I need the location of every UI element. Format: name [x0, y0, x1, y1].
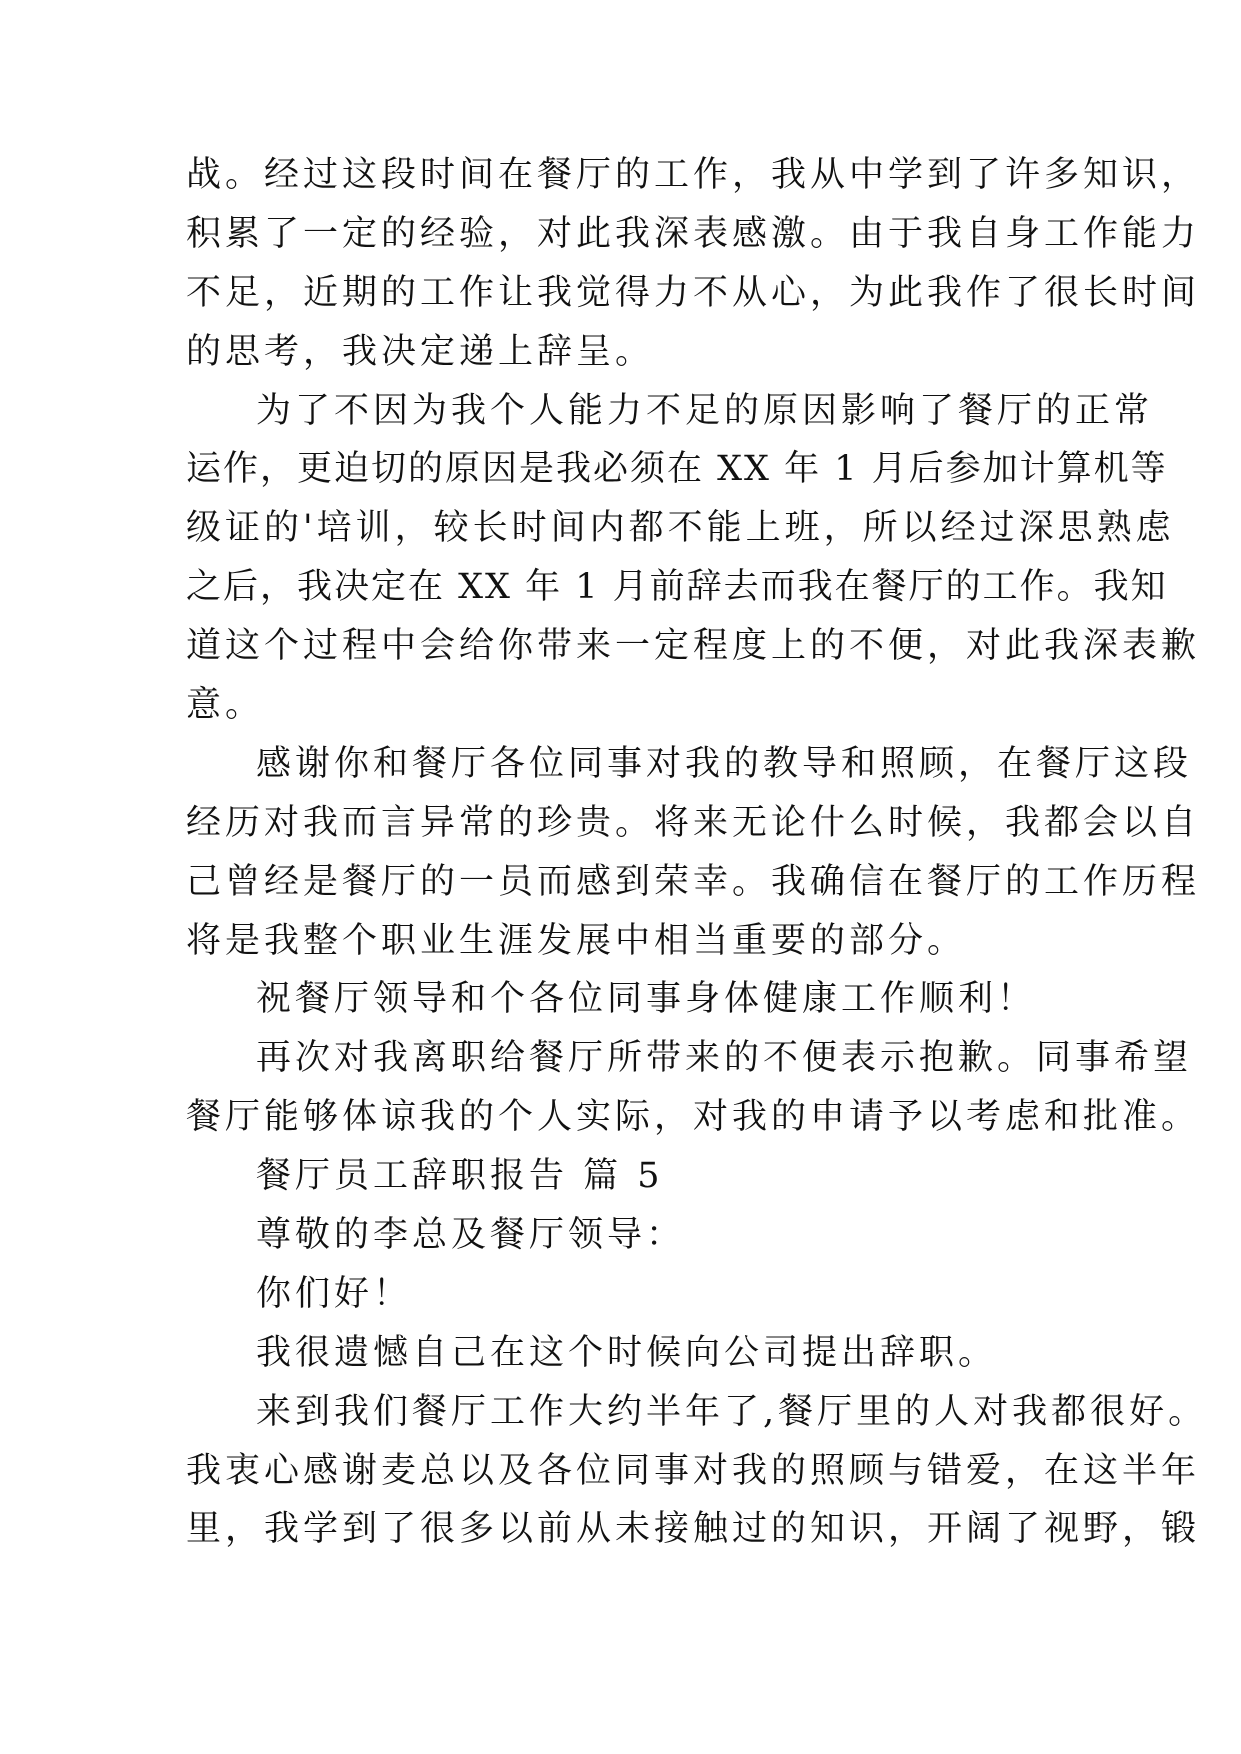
text-line: 我很遗憾自己在这个时候向公司提出辞职。 [256, 1332, 998, 1373]
text-line: 之后，我决定在 XX 年 1 月前辞去而我在餐厅的工作。我知 [186, 567, 1168, 608]
section-heading: 餐厅员工辞职报告 篇 5 [256, 1156, 664, 1197]
text-line: 积累了一定的经验，对此我深表感激。由于我自身工作能力 [186, 213, 1201, 254]
text-line: 意。 [186, 685, 265, 726]
text-line: 道这个过程中会给你带来一定程度上的不便，对此我深表歉 [186, 626, 1201, 667]
salutation: 尊敬的李总及餐厅领导： [256, 1215, 686, 1256]
text-line: 的思考，我决定递上辞呈。 [186, 331, 655, 372]
text-line: 再次对我离职给餐厅所带来的不便表示抱歉。同事希望 [256, 1038, 1193, 1079]
text-line: 我衷心感谢麦总以及各位同事对我的照顾与错爱，在这半年 [186, 1450, 1201, 1491]
text-line: 战。经过这段时间在餐厅的工作，我从中学到了许多知识， [186, 155, 1201, 195]
text-line: 不足，近期的工作让我觉得力不从心，为此我作了很长时间 [186, 272, 1201, 313]
greeting: 你们好！ [256, 1273, 413, 1314]
text-line: 感谢你和餐厅各位同事对我的教导和照顾，在餐厅这段 [256, 743, 1193, 784]
text-line: 里，我学到了很多以前从未接触过的知识，开阔了视野，锻 [186, 1509, 1201, 1550]
text-line: 经历对我而言异常的珍贵。将来无论什么时候，我都会以自 [186, 802, 1201, 843]
text-line: 级证的'培训，较长时间内都不能上班，所以经过深思熟虑 [186, 508, 1175, 549]
text-line: 将是我整个职业生涯发展中相当重要的部分。 [186, 920, 967, 961]
text-line: 运作，更迫切的原因是我必须在 XX 年 1 月后参加计算机等 [186, 449, 1168, 490]
text-line: 来到我们餐厅工作大约半年了,餐厅里的人对我都很好。 [256, 1391, 1208, 1432]
text-line: 己曾经是餐厅的一员而感到荣幸。我确信在餐厅的工作历程 [186, 861, 1201, 902]
text-line: 为了不因为我个人能力不足的原因影响了餐厅的正常 [256, 390, 1154, 431]
text-line: 餐厅能够体谅我的个人实际，对我的申请予以考虑和批准。 [186, 1097, 1201, 1138]
body-text [186, 146, 1208, 1559]
text-line: 祝餐厅领导和个各位同事身体健康工作顺利！ [256, 979, 1037, 1020]
